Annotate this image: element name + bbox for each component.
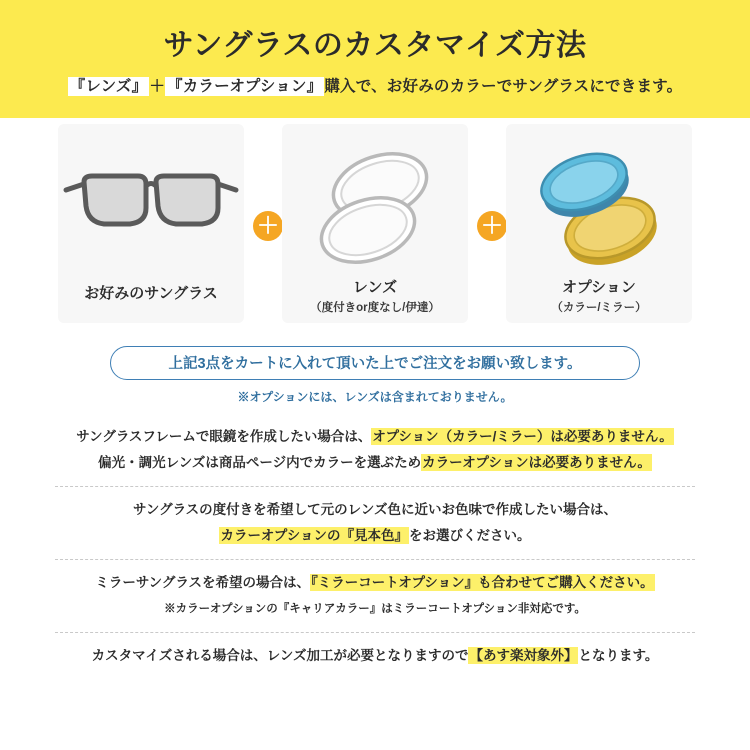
divider: [55, 486, 695, 487]
note-line: [0, 523, 750, 549]
note-text: となります。: [578, 648, 659, 663]
product-cards: [58, 124, 692, 324]
note-highlight: 【あす楽対象外】: [469, 648, 578, 663]
card-caption: レンズ: [352, 279, 398, 296]
note-block-1: [0, 416, 750, 476]
note-line: [0, 450, 750, 476]
notes-section: [0, 416, 750, 669]
note-block-4: [0, 643, 750, 669]
note-text: ミラーサングラスを希望の場合は、: [95, 575, 310, 590]
color-option-icon: [506, 134, 692, 284]
note-line: [0, 643, 750, 669]
card-sub-caption: （度付きor度なし/伊達）: [310, 302, 440, 314]
plus-icon-1: ＋: [253, 211, 283, 241]
subtitle-part-plus: ＋: [149, 78, 166, 95]
note-highlight: オプション（カラー/ミラー）は必要ありません。: [372, 429, 673, 444]
note-highlight: カラーオプションは必要ありません。: [422, 455, 651, 470]
plus-icon-2: ＋: [477, 211, 507, 241]
note-block-3: [0, 570, 750, 622]
note-text: ※カラーオプションの『キャリアカラー』はミラーコートオプション非対応です。: [164, 603, 586, 615]
cart-instruction-pill: 上記3点をカートに入れて頂いた上でご注文をお願い致します。: [110, 346, 640, 380]
lens-pair-icon: [282, 134, 468, 284]
note-block-2: [0, 497, 750, 549]
card-caption: お好みのサングラス: [84, 285, 218, 302]
note-text: 偏光・調光レンズは商品ページ内でカラーを選ぶため: [98, 455, 422, 470]
page-subtitle: [0, 74, 750, 96]
page-title: サングラスのカスタマイズ方法: [163, 29, 587, 62]
divider: [55, 559, 695, 560]
note-line: [0, 596, 750, 622]
note-line: [0, 570, 750, 596]
card-lens[interactable]: [282, 124, 468, 323]
card-sunglasses[interactable]: [58, 124, 244, 323]
divider: [55, 632, 695, 633]
card-option[interactable]: [506, 124, 692, 323]
sunglasses-icon: [58, 134, 244, 284]
note-highlight: 『ミラーコートオプション』も合わせてご購入ください。: [311, 575, 654, 590]
subtitle-part-coloroption: 『カラーオプション』: [167, 78, 323, 95]
note-highlight: カラーオプションの『見本色』: [220, 528, 408, 543]
card-caption: オプション: [562, 279, 636, 296]
note-text: サングラスフレームで眼鏡を作成したい場合は、: [76, 429, 372, 444]
note-text: サングラスの度付きを希望して元のレンズ色に近いお色味で作成したい場合は、: [133, 502, 617, 517]
subtitle-part-lens: 『レンズ』: [69, 78, 148, 95]
note-text: カスタマイズされる場合は、レンズ加工が必要となりますので: [91, 648, 469, 663]
note-line: [0, 424, 750, 450]
note-line: [0, 497, 750, 523]
card-sub-caption: （カラー/ミラー）: [551, 302, 647, 314]
option-note: ※オプションには、レンズは含まれておりません。: [237, 390, 513, 404]
note-text: をお選びください。: [409, 528, 531, 543]
subtitle-part-tail: 購入で、お好みのカラーでサングラスにできます。: [324, 78, 683, 95]
